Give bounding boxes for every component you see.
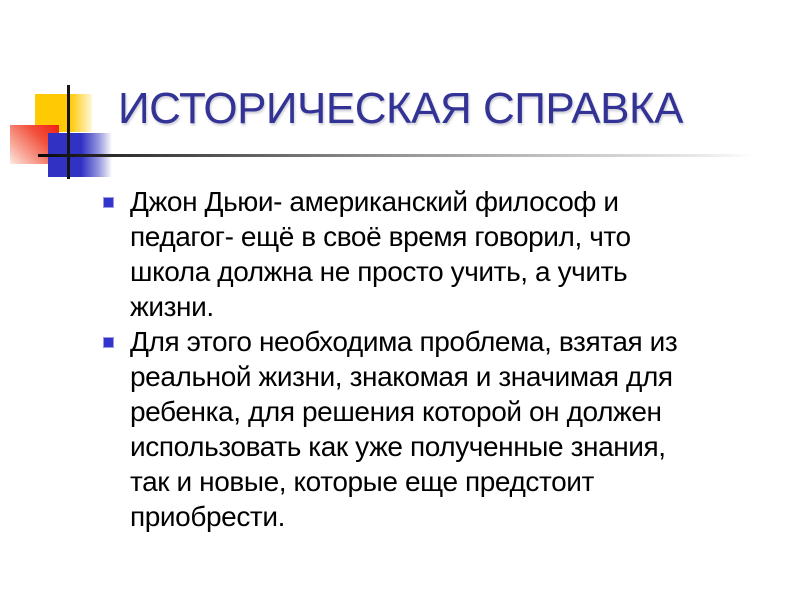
decor-vertical-line — [67, 85, 70, 179]
bullet-square-icon — [103, 197, 114, 208]
bullet-1-text — [130, 184, 631, 324]
bullet-text-line: реальной жизни, знакомая и значимая для — [130, 361, 673, 392]
slide-title: ИСТОРИЧЕСКАЯ СПРАВКА — [118, 84, 683, 133]
bullet-2-text — [130, 324, 677, 534]
bullet-item-1 — [103, 184, 753, 324]
bullet-text-line: жизни. — [130, 291, 214, 322]
bullet-text-line: так и новые, которые еще предстоит — [130, 466, 594, 497]
bullet-item-2 — [103, 324, 753, 534]
bullet-text-line: приобрести. — [130, 501, 285, 532]
bullet-text-line: использовать как уже полученные знания, — [130, 431, 666, 462]
bullet-text-line: Для этого необходима проблема, взятая из — [130, 326, 678, 357]
bullet-text-line: ребенка, для решения которой он должен — [130, 396, 662, 427]
bullet-text-line: Джон Дьюи- американский философ и — [130, 186, 619, 217]
bullet-text-line: школа должна не просто учить, а учить — [130, 256, 628, 287]
bullet-square-icon — [103, 337, 114, 348]
bullet-list — [103, 184, 753, 534]
bullet-text-line: педагог- ещё в своё время говорил, что — [130, 221, 631, 252]
title-underline-rule — [38, 154, 756, 157]
